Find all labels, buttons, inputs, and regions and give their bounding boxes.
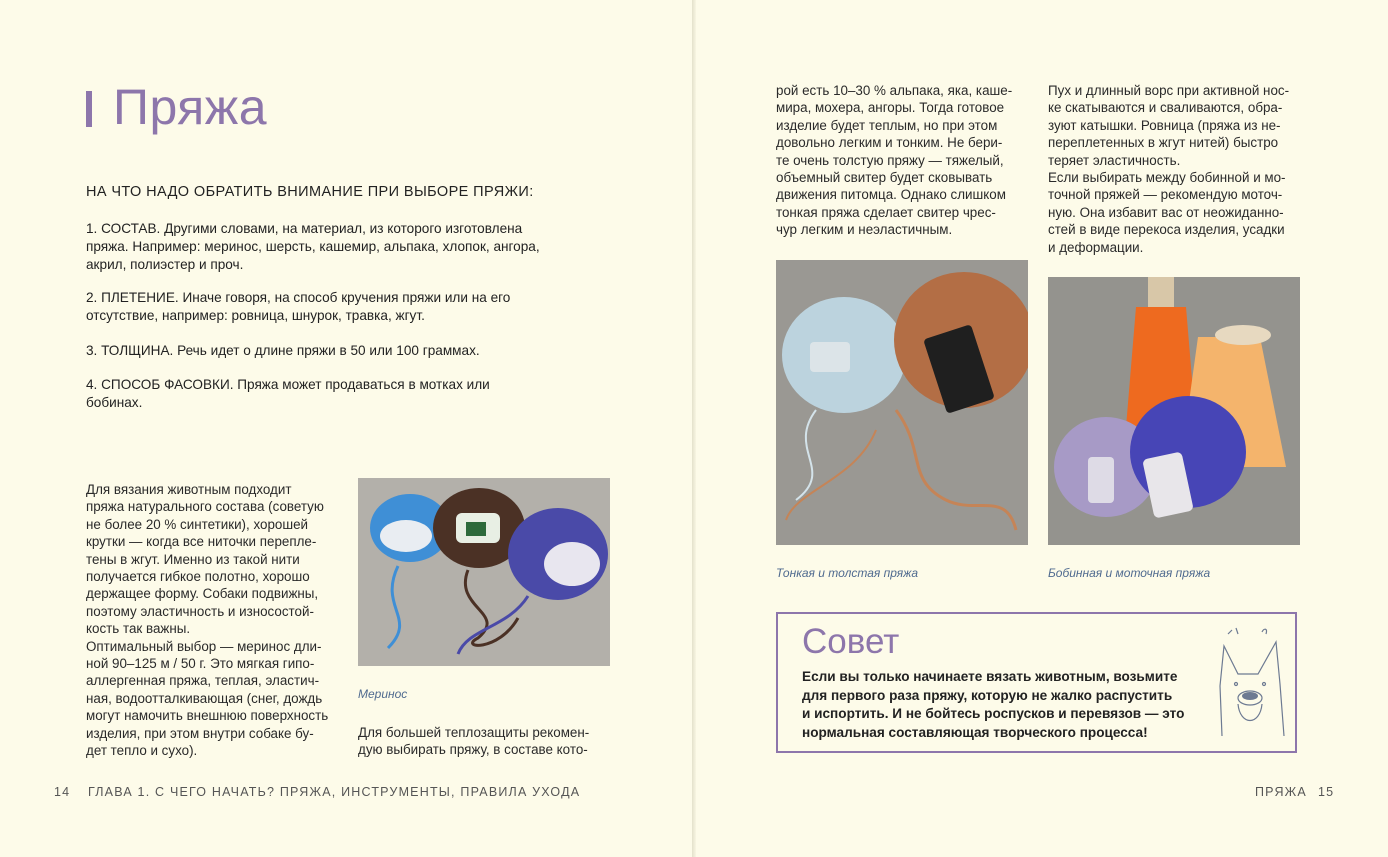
right-page-number: 15 [1318,785,1335,799]
continuation-text: Для большей теплозащиты рекомен- дую выбирать пряжу, в составе кото- [358,725,590,758]
criterion-thickness: 3. ТОЛЩИНА. Речь идет о длине пряжи в 50 или 100 граммах. [86,343,480,358]
advice-text: Если вы только начинаете вязать животным, возьмите для первого раза пряжу, которую не жалко распустить и испортить. И не бойтесь роспусков и перевязов — это нормальная составляющая творческого процесса! [802,669,1185,740]
section-running-head: ПРЯЖА [1255,785,1307,799]
section-heading: НА ЧТО НАДО ОБРАТИТЬ ВНИМАНИЕ ПРИ ВЫБОРЕ ПРЯЖИ: [86,184,534,200]
criterion-twist: 2. ПЛЕТЕНИЕ. Иначе говоря, на способ кручения пряжи или на его отсутствие, например: ровница, шнурок, травка, жгут. [86,290,511,323]
left-page-number: 14 [54,785,71,799]
advice-box [776,612,1297,753]
right-page [696,0,1388,857]
dog-illustration-icon [1214,626,1290,746]
thin-thick-yarn-photo [776,260,1028,545]
cone-ball-caption: Бобинная и моточная пряжа [1048,566,1211,580]
right-column-1: рой есть 10–30 % альпака, яка, каше- мира, мохера, ангоры. Тогда готовое изделие будет теплым, но при этом довольно легким и тонким. Не бери- те очень толстую пряжу — тяжелый, объемный свитер будет сковывать движения питомца. Однако слишком тонкая пряжа сделает свитер чрес- чур легким и неэластичным. [776,83,1013,238]
cone-ball-yarn-photo [1048,277,1300,545]
title-accent-bar [86,91,92,127]
chapter-running-head: ГЛАВА 1. С ЧЕГО НАЧАТЬ? ПРЯЖА, ИНСТРУМЕНТЫ, ПРАВИЛА УХОДА [88,785,581,799]
advice-title: Совет [802,622,900,661]
merino-yarn-photo [358,478,610,666]
right-column-2: Пух и длинный ворс при активной нос- ке скатываются и сваливаются, обра- зуют катышки. Ровница (пряжа из не- переплетенных в жгут нитей) быстро теряет эластичность. Если выбирать между бобинной и мо- точной пряжей — рекомендую моточ- ную. Она избавит вас от неожиданно- стей в виде перекоса изделия, усадки и деформации. [1048,83,1290,255]
merino-caption: Меринос [358,687,408,701]
criterion-packaging: 4. СПОСОБ ФАСОВКИ. Пряжа может продаваться в мотках или бобинах. [86,377,490,410]
body-column: Для вязания животным подходит пряжа натурального состава (советую не более 20 % синтетики), хорошей крутки — когда все ниточки перепле- тены в жгут. Именно из такой нити получается гибкое полотно, хорошо держащее форму. Собаки подвижны, поэтому эластичность и износостой- кость так важны. Оптимальный выбор — меринос дли- ной 90–125 м / 50 г. Это мягкая гипо- аллергенная пряжа, теплая, эластич- ная, водоотталкивающая (снег, дождь могут намочить внешнюю поверхность изделия, при этом внутри собаке бу- дет тепло и сухо). [86,482,329,759]
thin-thick-caption: Тонкая и толстая пряжа [776,566,919,580]
criterion-composition: 1. СОСТАВ. Другими словами, на материал, из которого изготовлена пряжа. Например: меринос, шерсть, кашемир, альпака, хлопок, ангора, акрил, полиэстер и проч. [86,221,540,272]
page-title: Пряжа [113,79,268,135]
left-page [0,0,692,857]
